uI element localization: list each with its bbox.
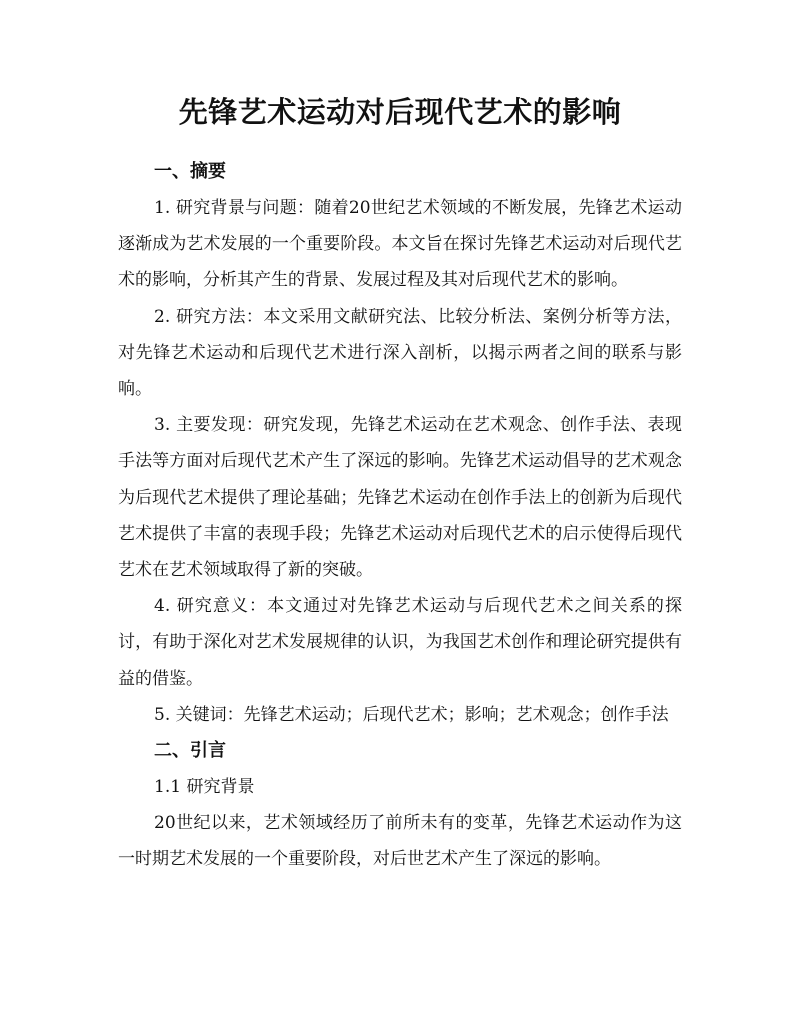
document-title: 先锋艺术运动对后现代艺术的影响 xyxy=(178,95,622,129)
abstract-paragraph-keywords: 5. 关键词：先锋艺术运动；后现代艺术；影响；艺术观念；创作手法 xyxy=(154,704,669,725)
abstract-paragraph-method: 2. 研究方法：本文采用文献研究法、比较分析法、案例分析等方法，对先锋艺术运动和后现代艺术进行深入剖析，以揭示两者之间的联系与影响。 xyxy=(118,306,682,400)
subsection-heading-background: 1.1 研究背景 xyxy=(154,777,255,798)
abstract-paragraph-background: 1. 研究背景与问题：随着20世纪艺术领域的不断发展，先锋艺术运动逐渐成为艺术发展的一个重要阶段。本文旨在探讨先锋艺术运动对后现代艺术的影响，分析其产生的背景、发展过程及其对后现代艺术的影响。 xyxy=(118,198,682,291)
abstract-paragraph-significance: 4. 研究意义：本文通过对先锋艺术运动与后现代艺术之间关系的探讨，有助于深化对艺术发展规律的认识，为我国艺术创作和理论研究提供有益的借鉴。 xyxy=(118,596,682,689)
section-heading-abstract: 一、摘要 xyxy=(154,161,226,182)
abstract-paragraph-findings: 3. 主要发现：研究发现，先锋艺术运动在艺术观念、创作手法、表现手法等方面对后现代艺术产生了深远的影响。先锋艺术运动倡导的艺术观念为后现代艺术提供了理论基础；先锋艺术运动在创作手法上的创新为后现代艺术提供了丰富的表现手段；先锋艺术运动对后现代艺术的启示使得后现代艺术在艺术领域取得了新的突破。 xyxy=(118,415,682,581)
introduction-paragraph: 20世纪以来，艺术领域经历了前所未有的变革，先锋艺术运动作为这一时期艺术发展的一个重要阶段，对后世艺术产生了深远的影响。 xyxy=(118,813,682,870)
section-heading-introduction: 二、引言 xyxy=(154,740,226,762)
